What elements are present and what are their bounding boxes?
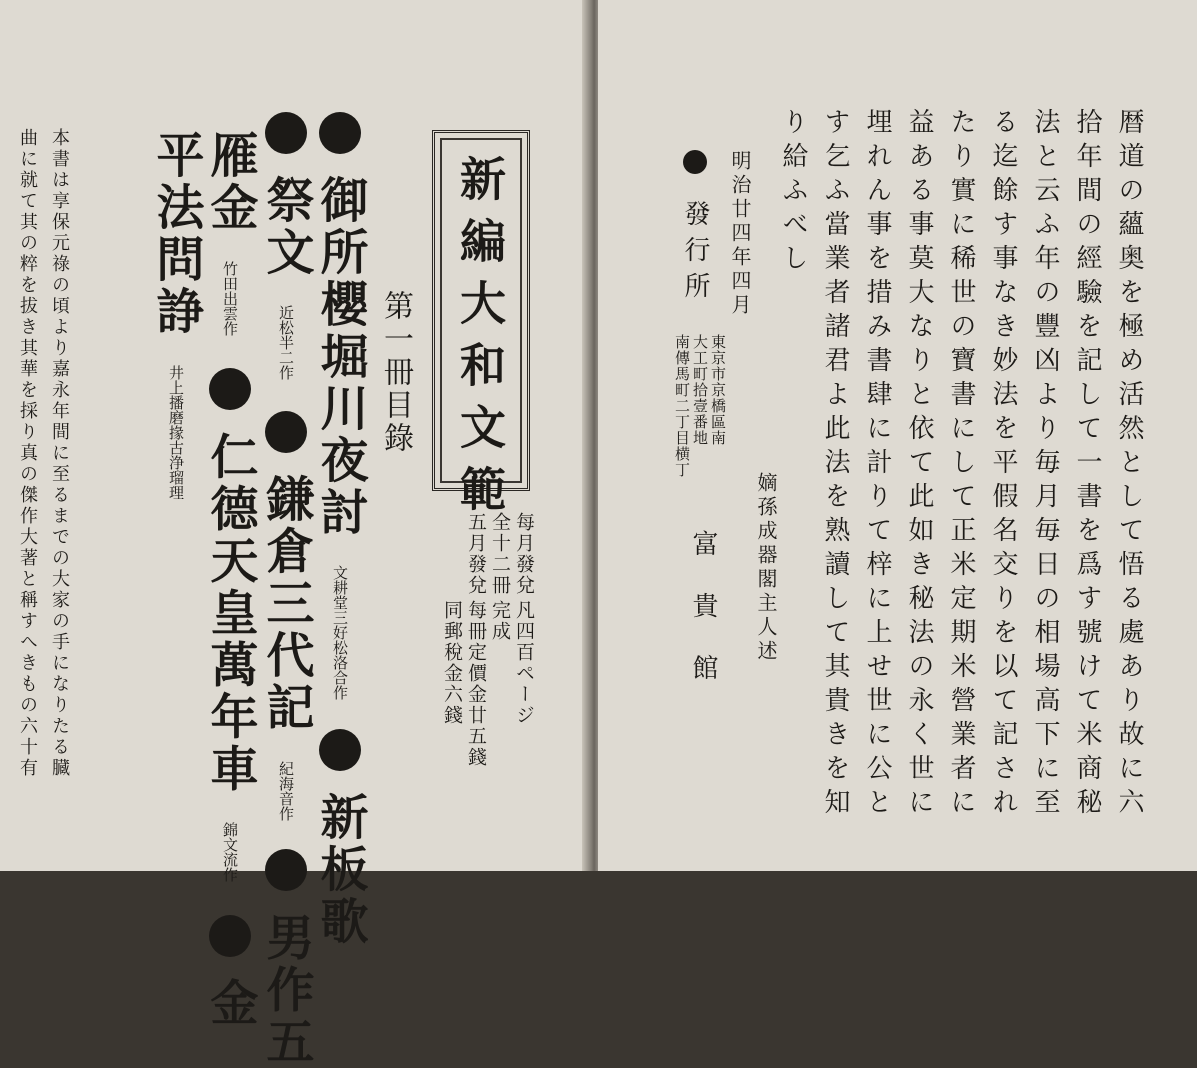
bullet-icon bbox=[319, 112, 361, 154]
work-author: 近松半二作 bbox=[277, 305, 295, 381]
right-page bbox=[598, 0, 1197, 871]
bullet-icon bbox=[265, 411, 307, 453]
work-title: 仁德天皇萬年車 bbox=[202, 431, 258, 796]
publish-detail-3: 每冊定價金廿五錢 bbox=[465, 600, 487, 768]
intro-line-1: 本書は享保元祿の頃より嘉永年間に至るまでの大家の手になりたる臓 bbox=[49, 128, 70, 779]
intro-line-2: 曲に就て其の粹を拔き其華を採り真の傑作大著と稱すへきもの六十有 bbox=[17, 128, 38, 779]
bullet-icon bbox=[683, 150, 707, 174]
publish-schedule-1: 每月發兌 bbox=[513, 512, 535, 596]
work-title: 御所櫻堀川夜討 bbox=[312, 174, 368, 539]
bullet-icon bbox=[319, 729, 361, 771]
text-line-7: 埋れん事を措み書肆に計りて梓に上せ世に公と bbox=[862, 108, 892, 822]
work-title: 男作五 bbox=[258, 912, 314, 1068]
work-author: 竹田出雲作 bbox=[221, 260, 239, 336]
text-line-4: る迄餘す事なき妙法を平假名交りを以て記され bbox=[988, 108, 1018, 822]
publish-detail-2: 完成 bbox=[489, 600, 511, 642]
text-line-8: す乞ふ當業者諸君よ此法を熟讀して其貴きを知 bbox=[820, 108, 850, 822]
publisher-name: 富貴館 bbox=[688, 530, 718, 716]
work-title: 祭文 bbox=[258, 174, 314, 279]
publish-detail-1: 凡四百ページ bbox=[513, 600, 535, 726]
text-line-2: 拾年間の經驗を記して一書を爲す號けて米商秘 bbox=[1072, 108, 1102, 822]
text-line-3: 法と云ふ年の豐凶より毎月毎日の相場高下に至 bbox=[1030, 108, 1060, 822]
publisher-label-group bbox=[682, 150, 708, 308]
work-title: 雁金 bbox=[202, 130, 258, 234]
work-author: 紀海音作 bbox=[277, 760, 295, 821]
work-title: 鎌倉三代記 bbox=[258, 473, 314, 734]
publication-date: 明治廿四年四月 bbox=[728, 150, 752, 318]
publisher-address-3: 南傳馬町二丁目横丁 bbox=[673, 334, 691, 478]
publisher-address-2: 大工町拾壹番地 bbox=[691, 334, 709, 446]
toc-entry-4 bbox=[258, 112, 314, 1068]
toc-entry-6 bbox=[202, 130, 258, 1030]
text-line-5: たり實に稀世の寶書にして正米定期米營業者に bbox=[946, 108, 976, 822]
work-author: 井上播磨掾古浄瑠理 bbox=[167, 364, 185, 500]
toc-heading: 第一冊目錄 bbox=[378, 290, 413, 455]
publisher-label: 發行所 bbox=[680, 200, 710, 309]
work-author: 文耕堂三好松洛合作 bbox=[331, 565, 349, 701]
text-line-9: り給ふべし bbox=[778, 108, 808, 278]
toc-entry-8 bbox=[148, 130, 204, 500]
work-title: 金 bbox=[202, 977, 258, 1030]
book-title: 新編大和文範 bbox=[453, 155, 507, 527]
bullet-icon bbox=[265, 849, 307, 891]
work-title: 新板歌 bbox=[312, 791, 368, 948]
text-line-1: 暦道の蘊奥を極め活然として悟る處あり故に六 bbox=[1114, 108, 1144, 822]
work-title: 平法問諍 bbox=[148, 130, 204, 338]
text-line-6: 益ある事莫大なりと依て此如き秘法の永く世に bbox=[904, 108, 934, 822]
publish-detail-4: 同郵稅金六錢 bbox=[441, 600, 463, 726]
left-page bbox=[0, 0, 588, 1068]
publisher-address-1: 東京市京橋區南 bbox=[709, 334, 727, 446]
work-author: 錦文流作 bbox=[221, 821, 239, 882]
publish-schedule-2: 全十二冊 bbox=[489, 512, 511, 596]
publish-schedule-3: 五月發兌 bbox=[465, 512, 487, 596]
bullet-icon bbox=[209, 368, 251, 410]
bullet-icon bbox=[209, 915, 251, 957]
bullet-icon bbox=[265, 112, 307, 154]
toc-entry-1 bbox=[312, 112, 368, 948]
title-frame bbox=[432, 130, 530, 527]
author-credit: 嫡孫成器閣主人述 bbox=[754, 472, 778, 664]
